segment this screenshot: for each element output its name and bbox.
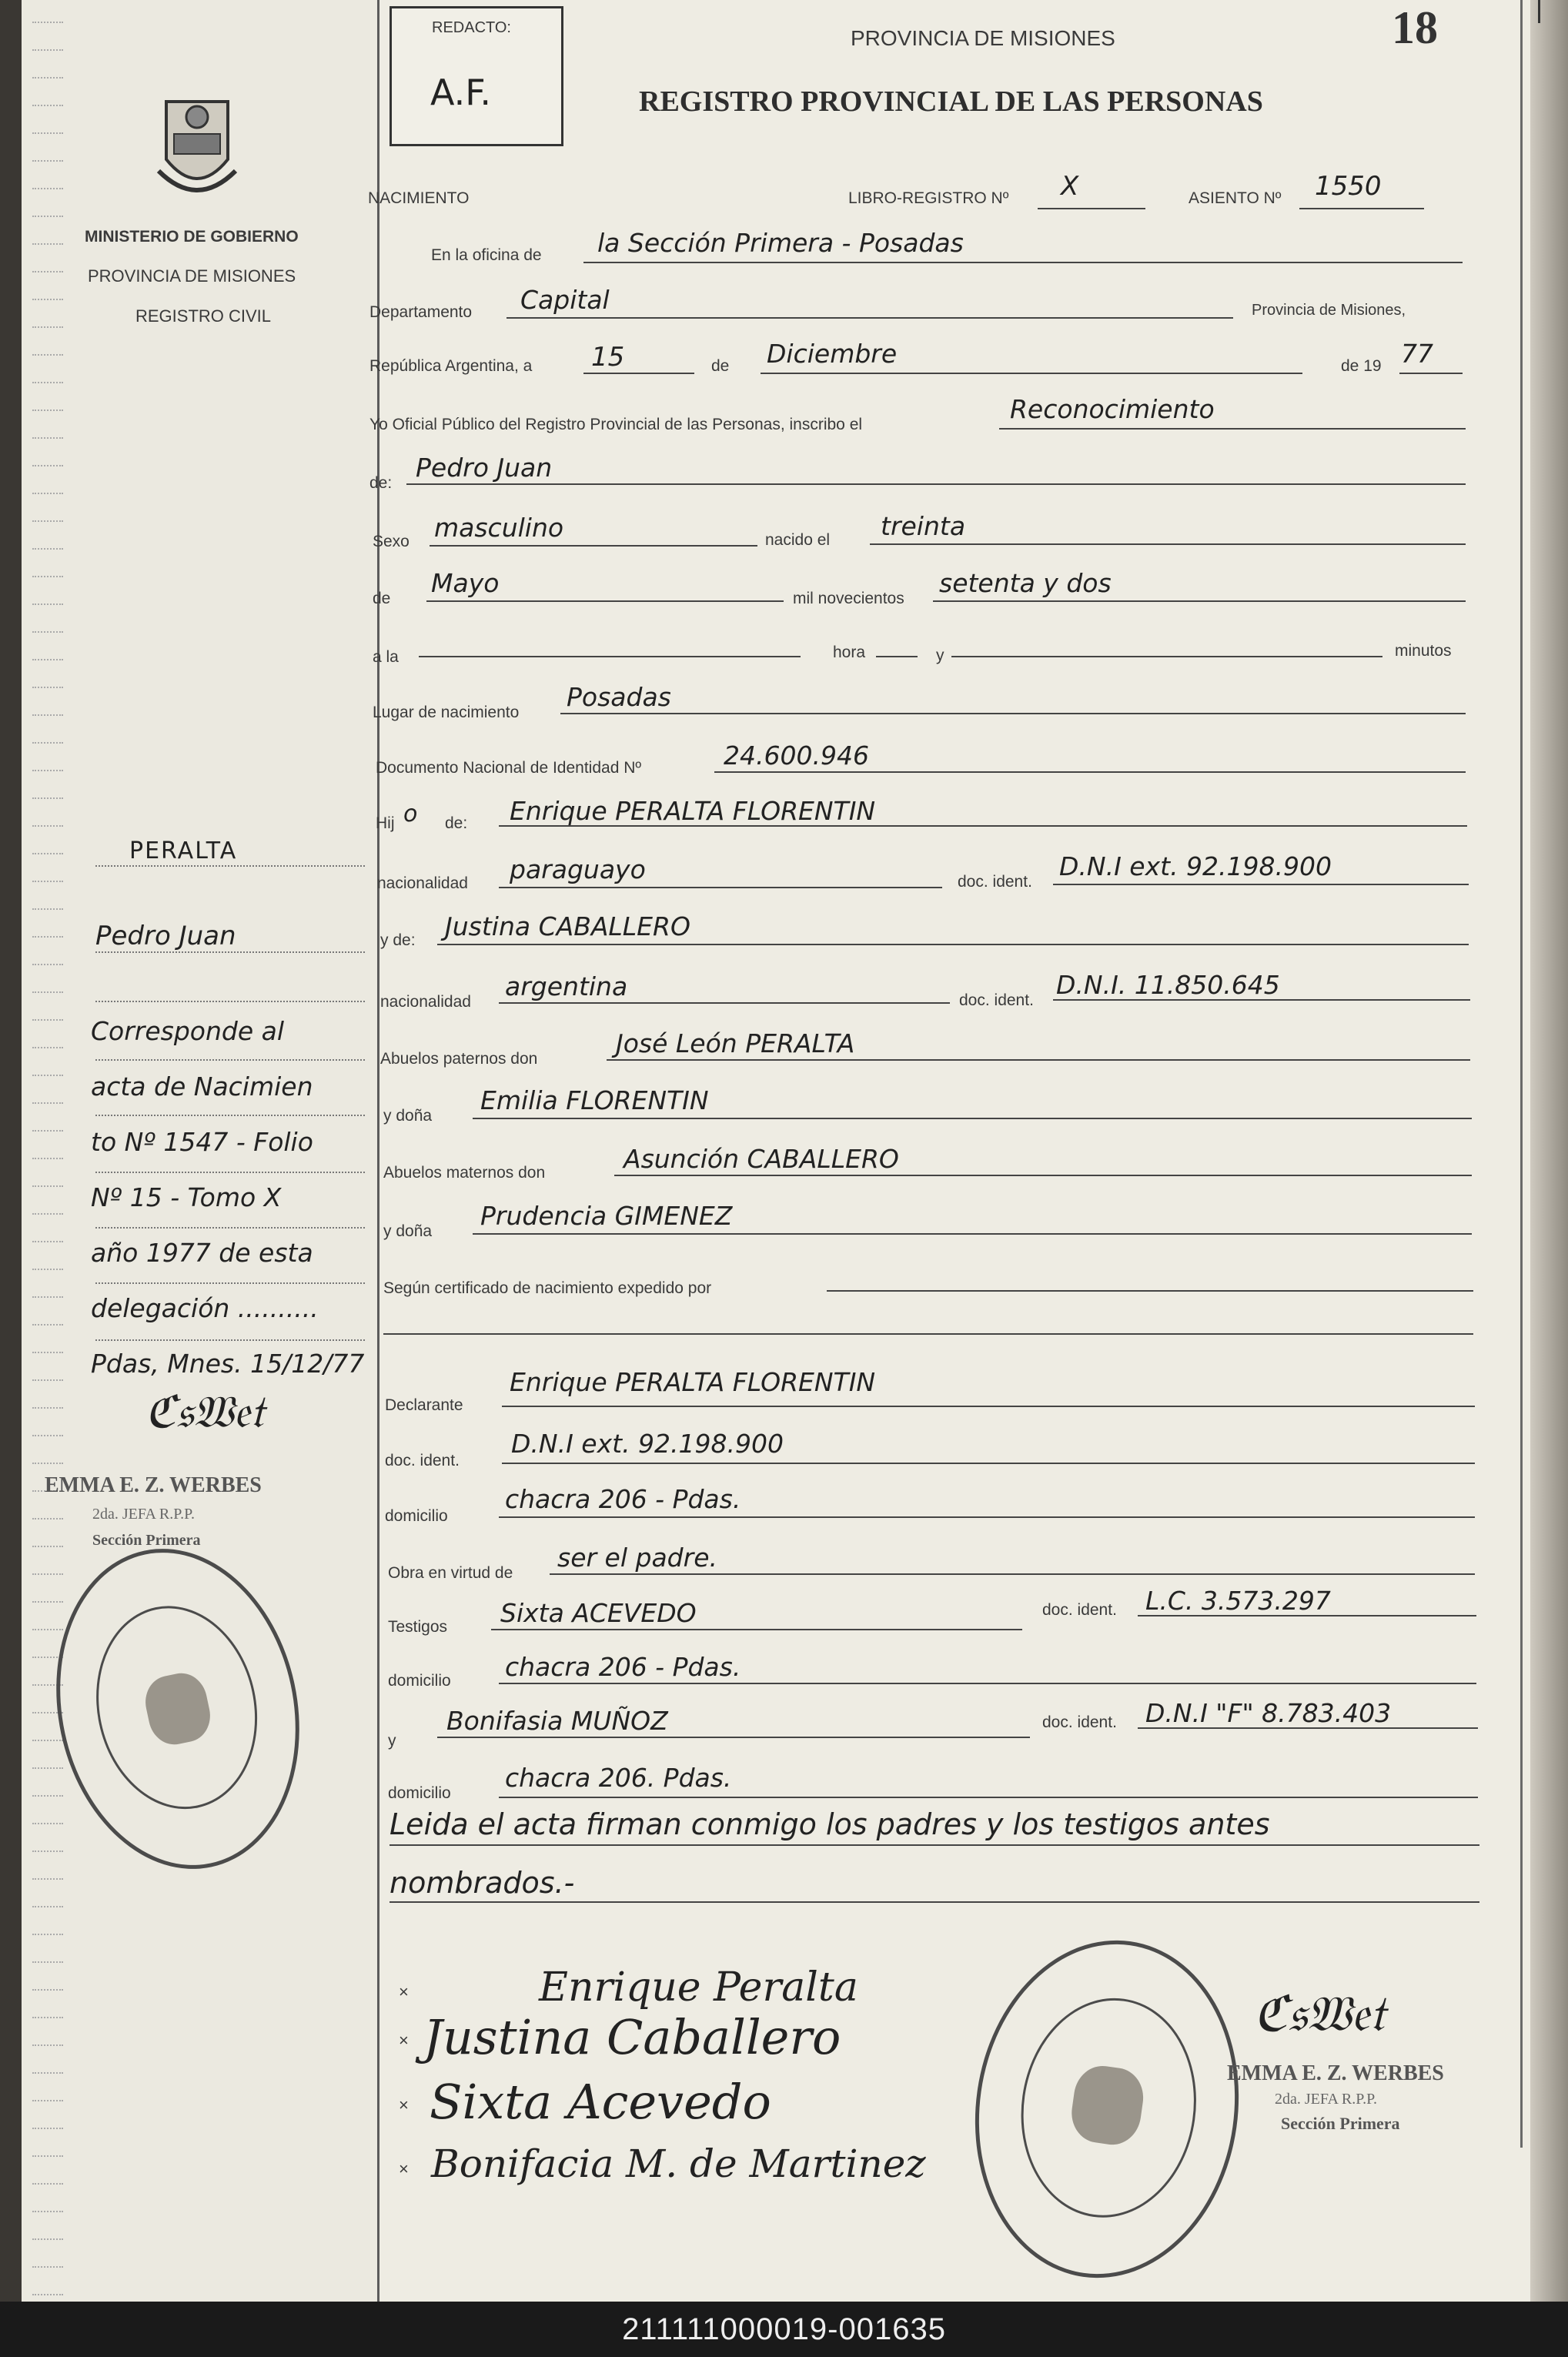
margin-rule — [32, 1407, 63, 1409]
fill-line — [933, 600, 1466, 602]
margin-rule — [32, 2238, 63, 2240]
margin-rule — [32, 410, 63, 411]
testigo1-dom: chacra 206 - Pdas. — [505, 1652, 741, 1682]
margin-rule — [32, 1546, 63, 1547]
margin-note-rule — [95, 1059, 365, 1061]
fill-line — [499, 1516, 1475, 1518]
abuelo-pat: José León PERALTA — [616, 1028, 855, 1058]
fill-line — [1053, 999, 1470, 1001]
departamento-value: Capital — [520, 285, 610, 315]
republica-label: República Argentina, a — [369, 357, 533, 375]
fill-line — [1138, 1727, 1478, 1729]
testigos-label: Testigos — [388, 1618, 448, 1636]
margin-rule — [32, 1463, 63, 1464]
margin-note-line: to Nº 1547 - Folio — [91, 1127, 313, 1157]
margin-rule — [32, 2017, 63, 2018]
margin-stamp-name: EMMA E. Z. WERBES — [45, 1473, 262, 1497]
official-section: Sección Primera — [1281, 2114, 1400, 2133]
margin-rule — [32, 631, 63, 633]
margin-note-rule — [95, 865, 365, 867]
libro-label: LIBRO-REGISTRO Nº — [848, 189, 1009, 207]
margin-note-rule — [95, 1227, 365, 1229]
hijo-suffix: o — [403, 801, 418, 827]
redacto-box — [389, 6, 563, 146]
margin-rule — [32, 1269, 63, 1270]
margin-rule — [32, 216, 63, 217]
ydona-label-2: y doña — [383, 1222, 433, 1240]
declarante-label: Declarante — [385, 1396, 463, 1414]
registro-civil-label: REGISTRO CIVIL — [135, 306, 272, 326]
provincia-label: Provincia de Misiones, — [1252, 302, 1406, 319]
fill-line — [583, 262, 1463, 263]
declarante-value: Enrique PERALTA FLORENTIN — [510, 1367, 876, 1397]
fill-line — [389, 1901, 1479, 1903]
fill-line — [1399, 373, 1463, 374]
margin-surname: PERALTA — [129, 837, 238, 864]
ydona-label: y doña — [383, 1107, 433, 1125]
madre-doc: D.N.I. 11.850.645 — [1056, 970, 1280, 1000]
type-label: NACIMIENTO — [368, 189, 470, 207]
margin-rule — [32, 659, 63, 660]
doc-label-5: doc. ident. — [1042, 1713, 1117, 1731]
testigo2: Bonifasia MUÑOZ — [446, 1706, 668, 1736]
abuelos-pat-label: Abuelos paternos don — [380, 1050, 538, 1068]
margin-note-rule — [95, 1339, 365, 1341]
image-caption: 211111000019-001635 — [0, 2302, 1568, 2357]
decl-dom: chacra 206 - Pdas. — [505, 1484, 741, 1514]
year-value: 77 — [1401, 339, 1433, 369]
margin-rule — [32, 1518, 63, 1520]
lugar-value: Posadas — [567, 682, 671, 712]
abuela-pat: Emilia FLORENTIN — [480, 1085, 709, 1115]
fill-line — [583, 373, 694, 374]
fill-line — [419, 656, 801, 657]
margin-rule — [32, 243, 63, 245]
right-border — [1520, 0, 1523, 2148]
margin-rule — [32, 1850, 63, 1852]
margin-rule — [32, 1878, 63, 1880]
doc-label-4: doc. ident. — [1042, 1601, 1117, 1619]
margin-rule — [32, 742, 63, 744]
margin-rule — [32, 770, 63, 771]
fill-line — [499, 1683, 1476, 1684]
year-label: de 19 — [1341, 357, 1382, 375]
day-value: 15 — [591, 342, 625, 373]
act-value: Reconocimiento — [1010, 394, 1215, 424]
fill-line — [870, 543, 1466, 545]
margin-note-line: acta de Nacimien — [91, 1072, 313, 1102]
hijo-de-label: de: — [445, 814, 468, 832]
fill-line — [389, 1844, 1479, 1846]
fill-line — [951, 656, 1382, 657]
fill-line — [1299, 208, 1424, 209]
margin-rule — [32, 1213, 63, 1215]
margin-rule — [32, 77, 63, 79]
margin-rule — [32, 548, 63, 550]
margin-rule — [32, 493, 63, 494]
yde-label: y de: — [380, 931, 416, 949]
padre-doc: D.N.I ext. 92.198.900 — [1059, 851, 1332, 881]
de2-label: de: — [369, 474, 393, 492]
official-role: 2da. JEFA R.P.P. — [1275, 2091, 1378, 2108]
margin-rule — [32, 1823, 63, 1824]
sexo-label: Sexo — [373, 533, 410, 550]
margin-rule — [32, 188, 63, 189]
oficina-value: la Sección Primera - Posadas — [597, 228, 964, 258]
fill-line — [999, 428, 1466, 430]
margin-rule — [32, 1324, 63, 1326]
margin-rule — [32, 1740, 63, 1741]
signature: Bonifacia M. de Martinez — [431, 2141, 926, 2186]
padre-nac: paraguayo — [510, 854, 646, 884]
margin-rule — [32, 105, 63, 106]
lugar-label: Lugar de nacimiento — [373, 704, 520, 721]
signature: Enrique Peralta — [539, 1964, 858, 2011]
margin-note-rule — [95, 951, 365, 953]
blank-line — [383, 1333, 1473, 1335]
margin-rule — [32, 299, 63, 300]
fill-line — [499, 887, 942, 888]
margin-rule — [32, 1047, 63, 1048]
segun-label: Según certificado de nacimiento expedido por — [383, 1279, 712, 1297]
margin-rule — [32, 49, 63, 51]
fill-line — [499, 825, 1467, 827]
y2-label: y — [388, 1732, 396, 1750]
fill-line — [499, 1002, 950, 1004]
margin-rule — [32, 825, 63, 827]
margin-note-rule — [95, 1115, 365, 1116]
margin-rule — [32, 576, 63, 577]
margin-note-line: delegación .......... — [91, 1293, 319, 1323]
margin-given-name: Pedro Juan — [95, 921, 236, 951]
testigo2-doc: D.N.I "F" 8.783.403 — [1145, 1698, 1392, 1728]
official-signature: ℭ𝔰𝔚𝔢𝔱 — [1253, 1986, 1385, 2043]
margin-rule — [32, 2044, 63, 2046]
margin-rule — [32, 2155, 63, 2157]
official-name: EMMA E. Z. WERBES — [1227, 2061, 1444, 2085]
nac-label-2: nacionalidad — [380, 993, 471, 1011]
margin-rule — [32, 437, 63, 439]
month-value: Diciembre — [767, 339, 898, 369]
margin-rule — [32, 936, 63, 938]
margin-rule — [32, 2266, 63, 2268]
margin-rule — [32, 382, 63, 383]
dni-value: 24.600.946 — [724, 741, 869, 771]
y-label: y — [936, 647, 944, 664]
abuelos-mat-label: Abuelos maternos don — [383, 1164, 546, 1182]
page-number: 18 — [1392, 2, 1438, 53]
fill-line — [550, 1573, 1475, 1575]
hijo-label: Hij — [376, 814, 395, 832]
fill-line — [714, 771, 1466, 773]
margin-rule — [32, 964, 63, 965]
document-title: REGISTRO PROVINCIAL DE LAS PERSONAS — [639, 85, 1263, 118]
margin-rule — [32, 1158, 63, 1159]
fill-line — [761, 373, 1302, 374]
margin-rule — [32, 714, 63, 716]
mes-value: Mayo — [431, 568, 500, 598]
margin-rule — [32, 1019, 63, 1021]
margin-rule — [32, 2100, 63, 2101]
signature-mark: × — [399, 1982, 409, 2002]
margin-note-line: Nº 15 - Tomo X — [91, 1182, 282, 1212]
margin-rule — [32, 1352, 63, 1353]
margin-rule — [32, 160, 63, 162]
fill-line — [437, 1737, 1030, 1738]
testigo1-doc: L.C. 3.573.297 — [1145, 1586, 1331, 1616]
person-value: Pedro Juan — [416, 453, 553, 483]
margin-rule — [32, 1934, 63, 1935]
doc-label: doc. ident. — [958, 873, 1032, 891]
madre-value: Justina CABALLERO — [445, 911, 690, 941]
fill-line — [406, 483, 1466, 485]
margin-rule — [32, 991, 63, 993]
fill-line — [507, 317, 1233, 319]
fill-line — [437, 944, 1469, 945]
margin-rule — [32, 2072, 63, 2074]
margin-rule — [32, 326, 63, 328]
fill-line — [473, 1233, 1472, 1235]
fill-line — [473, 1118, 1472, 1119]
de3-label: de — [373, 590, 391, 607]
margin-rule — [32, 1296, 63, 1298]
oficial-label: Yo Oficial Público del Registro Provincial de las Personas, inscribo el — [369, 416, 863, 433]
mil-label: mil novecientos — [793, 590, 904, 607]
fill-line — [499, 1797, 1478, 1798]
register-sheet — [22, 0, 1530, 2302]
abuelo-mat: Asunción CABALLERO — [624, 1144, 899, 1174]
obra-value: ser el padre. — [557, 1543, 717, 1573]
libro-value: X — [1061, 171, 1079, 202]
margin-rule — [32, 687, 63, 688]
fill-line — [607, 1059, 1470, 1061]
seal-stamp-bottom — [954, 1923, 1260, 2295]
fill-line — [1053, 884, 1469, 885]
margin-note-line: Pdas, Mnes. 15/12/77 — [91, 1349, 365, 1379]
margin-rule — [32, 1989, 63, 1991]
asiento-value: 1550 — [1315, 171, 1382, 202]
asiento-label: ASIENTO Nº — [1189, 189, 1282, 207]
margin-rule — [32, 1435, 63, 1436]
fill-line — [502, 1406, 1475, 1407]
minutos-label: minutos — [1395, 642, 1452, 660]
binder-edge — [1530, 0, 1568, 2302]
fill-line — [430, 545, 757, 547]
nac-label: nacionalidad — [377, 874, 468, 892]
fill-line — [1038, 208, 1145, 209]
fill-line — [502, 1463, 1475, 1464]
margin-rule — [32, 520, 63, 522]
margin-divider — [377, 0, 379, 2302]
coat-of-arms-icon — [151, 86, 243, 202]
margin-rule — [32, 2183, 63, 2185]
margin-rule — [32, 853, 63, 854]
margin-rule — [32, 354, 63, 356]
margin-note-line: Corresponde al — [91, 1016, 285, 1046]
margin-note-rule — [95, 1001, 365, 1002]
margin-stamp-section: Sección Primera — [92, 1532, 201, 1549]
fill-line — [491, 1629, 1022, 1630]
padre-value: Enrique PERALTA FLORENTIN — [510, 796, 876, 826]
nacido-label: nacido el — [765, 531, 831, 549]
closing-line-1: Leida el acta firman conmigo los padres y los testigos antes — [389, 1807, 1270, 1841]
fill-line — [426, 600, 784, 602]
margin-rule — [32, 132, 63, 134]
margin-rule — [32, 271, 63, 272]
margin-column — [22, 0, 377, 2302]
madre-nac: argentina — [505, 971, 628, 1001]
doc-label-2: doc. ident. — [959, 991, 1034, 1009]
margin-signature: ℭ𝔰𝔚𝔢𝔱 — [145, 1386, 264, 1438]
margin-rule — [32, 2128, 63, 2129]
signature: Sixta Acevedo — [430, 2074, 771, 2130]
signature-mark: × — [399, 2095, 409, 2115]
signature: Justina Caballero — [423, 2009, 841, 2065]
abuela-mat: Prudencia GIMENEZ — [480, 1201, 733, 1231]
signature-mark: × — [399, 2158, 409, 2178]
fill-line — [560, 713, 1466, 714]
margin-rule — [32, 1241, 63, 1242]
margin-rule — [32, 1102, 63, 1104]
redacto-label: REDACTO: — [432, 19, 511, 36]
signature-mark: × — [399, 2030, 409, 2050]
margin-rule — [32, 2294, 63, 2295]
anio-value: setenta y dos — [939, 568, 1112, 598]
fill-line — [614, 1175, 1472, 1176]
margin-note-line: año 1977 de esta — [91, 1238, 313, 1268]
domicilio-label: domicilio — [385, 1507, 448, 1525]
margin-rule — [32, 908, 63, 910]
margin-rule — [32, 603, 63, 605]
margin-rule — [32, 1767, 63, 1769]
margin-rule — [32, 1906, 63, 1907]
margin-rule — [32, 797, 63, 799]
fill-line — [827, 1290, 1473, 1292]
official-seal-stamp — [28, 1526, 329, 1891]
dni-label: Documento Nacional de Identidad Nº — [376, 759, 642, 777]
ala-label: a la — [373, 648, 399, 666]
decl-doc: D.N.I ext. 92.198.900 — [511, 1429, 784, 1459]
domicilio-label-3: domicilio — [388, 1784, 451, 1802]
de-label: de — [711, 357, 730, 375]
province-header: PROVINCIA DE MISIONES — [851, 26, 1115, 50]
margin-rule — [32, 1573, 63, 1575]
margin-rule — [32, 1961, 63, 1963]
margin-rule — [32, 2211, 63, 2212]
margin-note-rule — [95, 1172, 365, 1173]
margin-note-rule — [95, 1282, 365, 1284]
doc-label-3: doc. ident. — [385, 1452, 460, 1469]
fill-line — [1138, 1615, 1476, 1616]
margin-rule — [32, 1379, 63, 1381]
fill-line — [876, 656, 918, 657]
testigo2-dom: chacra 206. Pdas. — [505, 1763, 732, 1793]
sexo-value: masculino — [434, 513, 564, 543]
redacto-value: A.F. — [430, 72, 491, 113]
margin-rule — [32, 881, 63, 882]
margin-rule — [32, 1601, 63, 1603]
margin-stamp-role: 2da. JEFA R.P.P. — [92, 1506, 196, 1523]
departamento-label: Departamento — [369, 303, 473, 321]
testigo1: Sixta ACEVEDO — [500, 1598, 697, 1628]
domicilio-label-2: domicilio — [388, 1672, 451, 1690]
obra-label: Obra en virtud de — [388, 1564, 513, 1582]
margin-rule — [32, 1130, 63, 1132]
margin-rule — [32, 1795, 63, 1797]
closing-line-2: nombrados.- — [389, 1866, 575, 1900]
oficina-label: En la oficina de — [431, 246, 542, 264]
margin-rule — [32, 1075, 63, 1076]
margin-rule — [32, 22, 63, 23]
margin-rule — [32, 1629, 63, 1630]
ministerio-label: MINISTERIO DE GOBIERNO — [85, 228, 299, 246]
margin-rule — [32, 465, 63, 466]
margin-rule — [32, 1185, 63, 1187]
provincia-label: PROVINCIA DE MISIONES — [88, 266, 296, 286]
nacido-value: treinta — [881, 511, 966, 541]
hora-label: hora — [833, 644, 866, 661]
